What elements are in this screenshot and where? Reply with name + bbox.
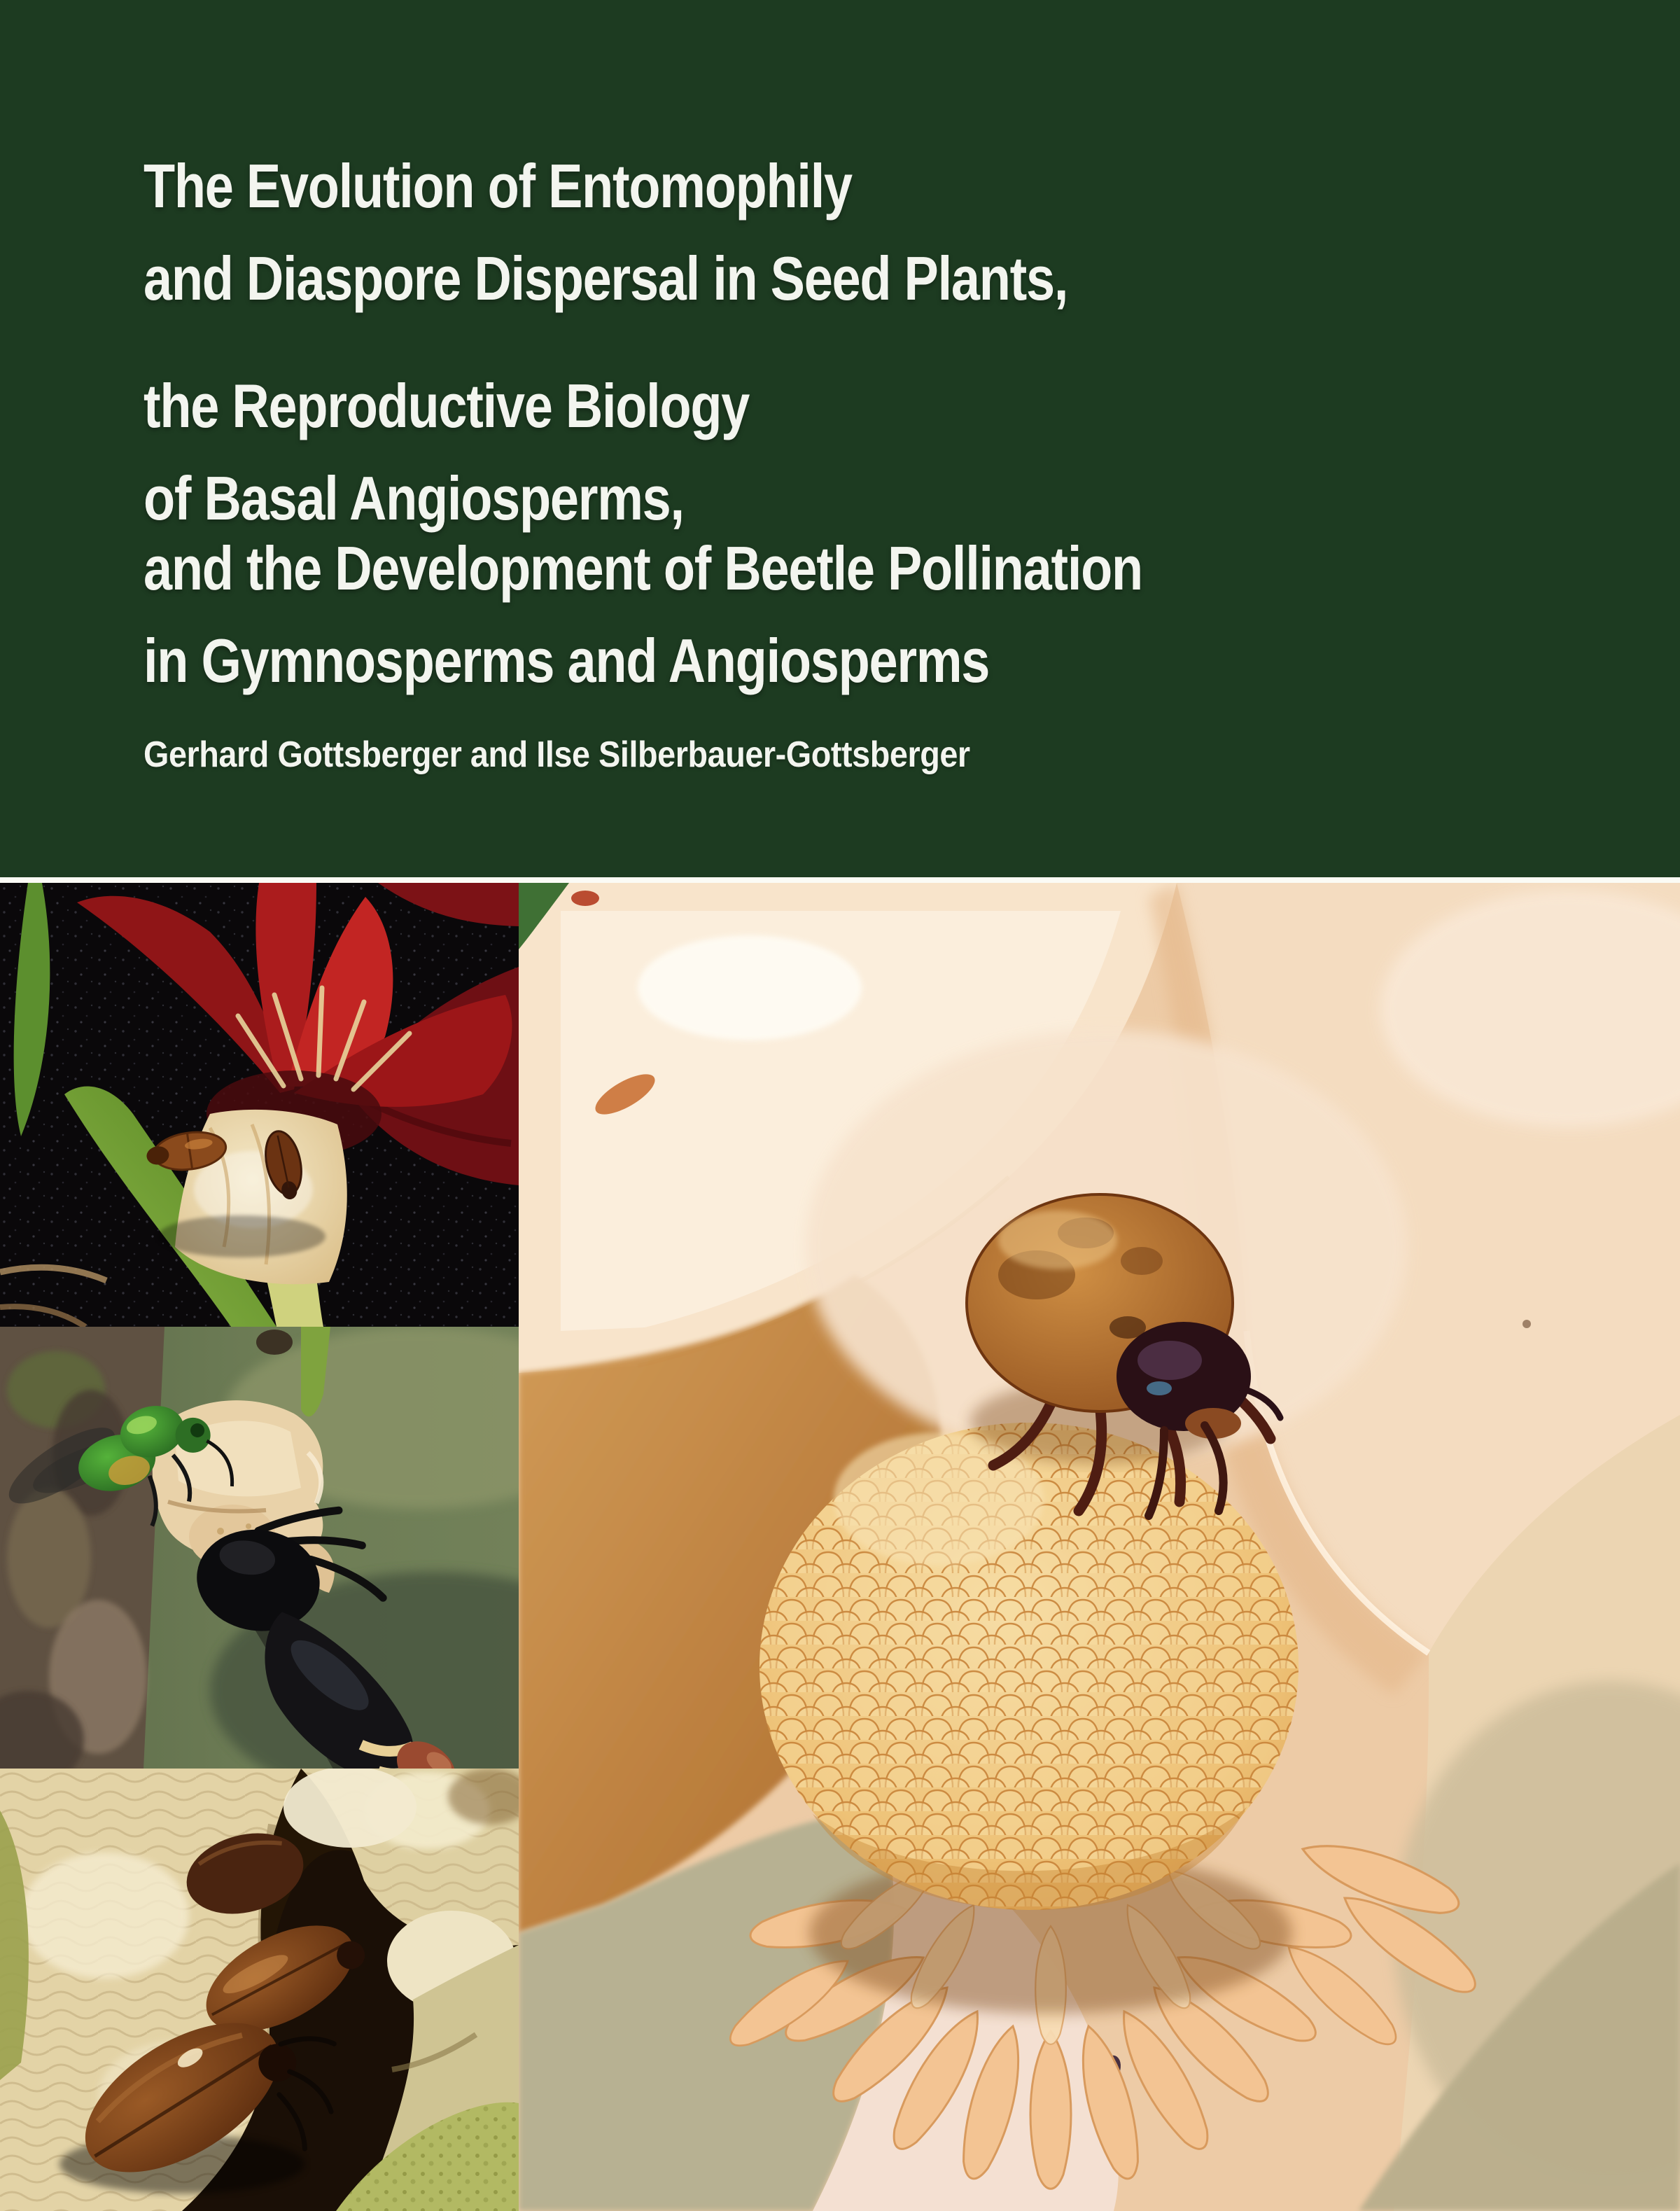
title-line-3: the Reproductive Biology — [144, 371, 750, 440]
authors-line: Gerhard Gottsberger and Ilse Silberbauer-Gottsberger — [144, 734, 970, 775]
photo-beetles-in-chamber — [0, 1769, 519, 2211]
separator-line — [0, 877, 1680, 883]
gynoecium-ball — [760, 1423, 1298, 1910]
title-line-5: and the Development of Beetle Pollination — [144, 533, 1142, 603]
photo-green-bee-and-wasp — [0, 1327, 519, 1769]
title-line-6: in Gymnosperms and Angiosperms — [144, 626, 990, 695]
title-line-4: of Basal Angiosperms, — [144, 463, 684, 533]
title-line-2: and Diaspore Dispersal in Seed Plants, — [144, 244, 1068, 313]
title-line-1: The Evolution of Entomophily — [144, 151, 852, 221]
photo-magnolia-flower-with-beetle — [519, 883, 1680, 2211]
photo-red-flower-cross-section — [0, 883, 519, 1327]
